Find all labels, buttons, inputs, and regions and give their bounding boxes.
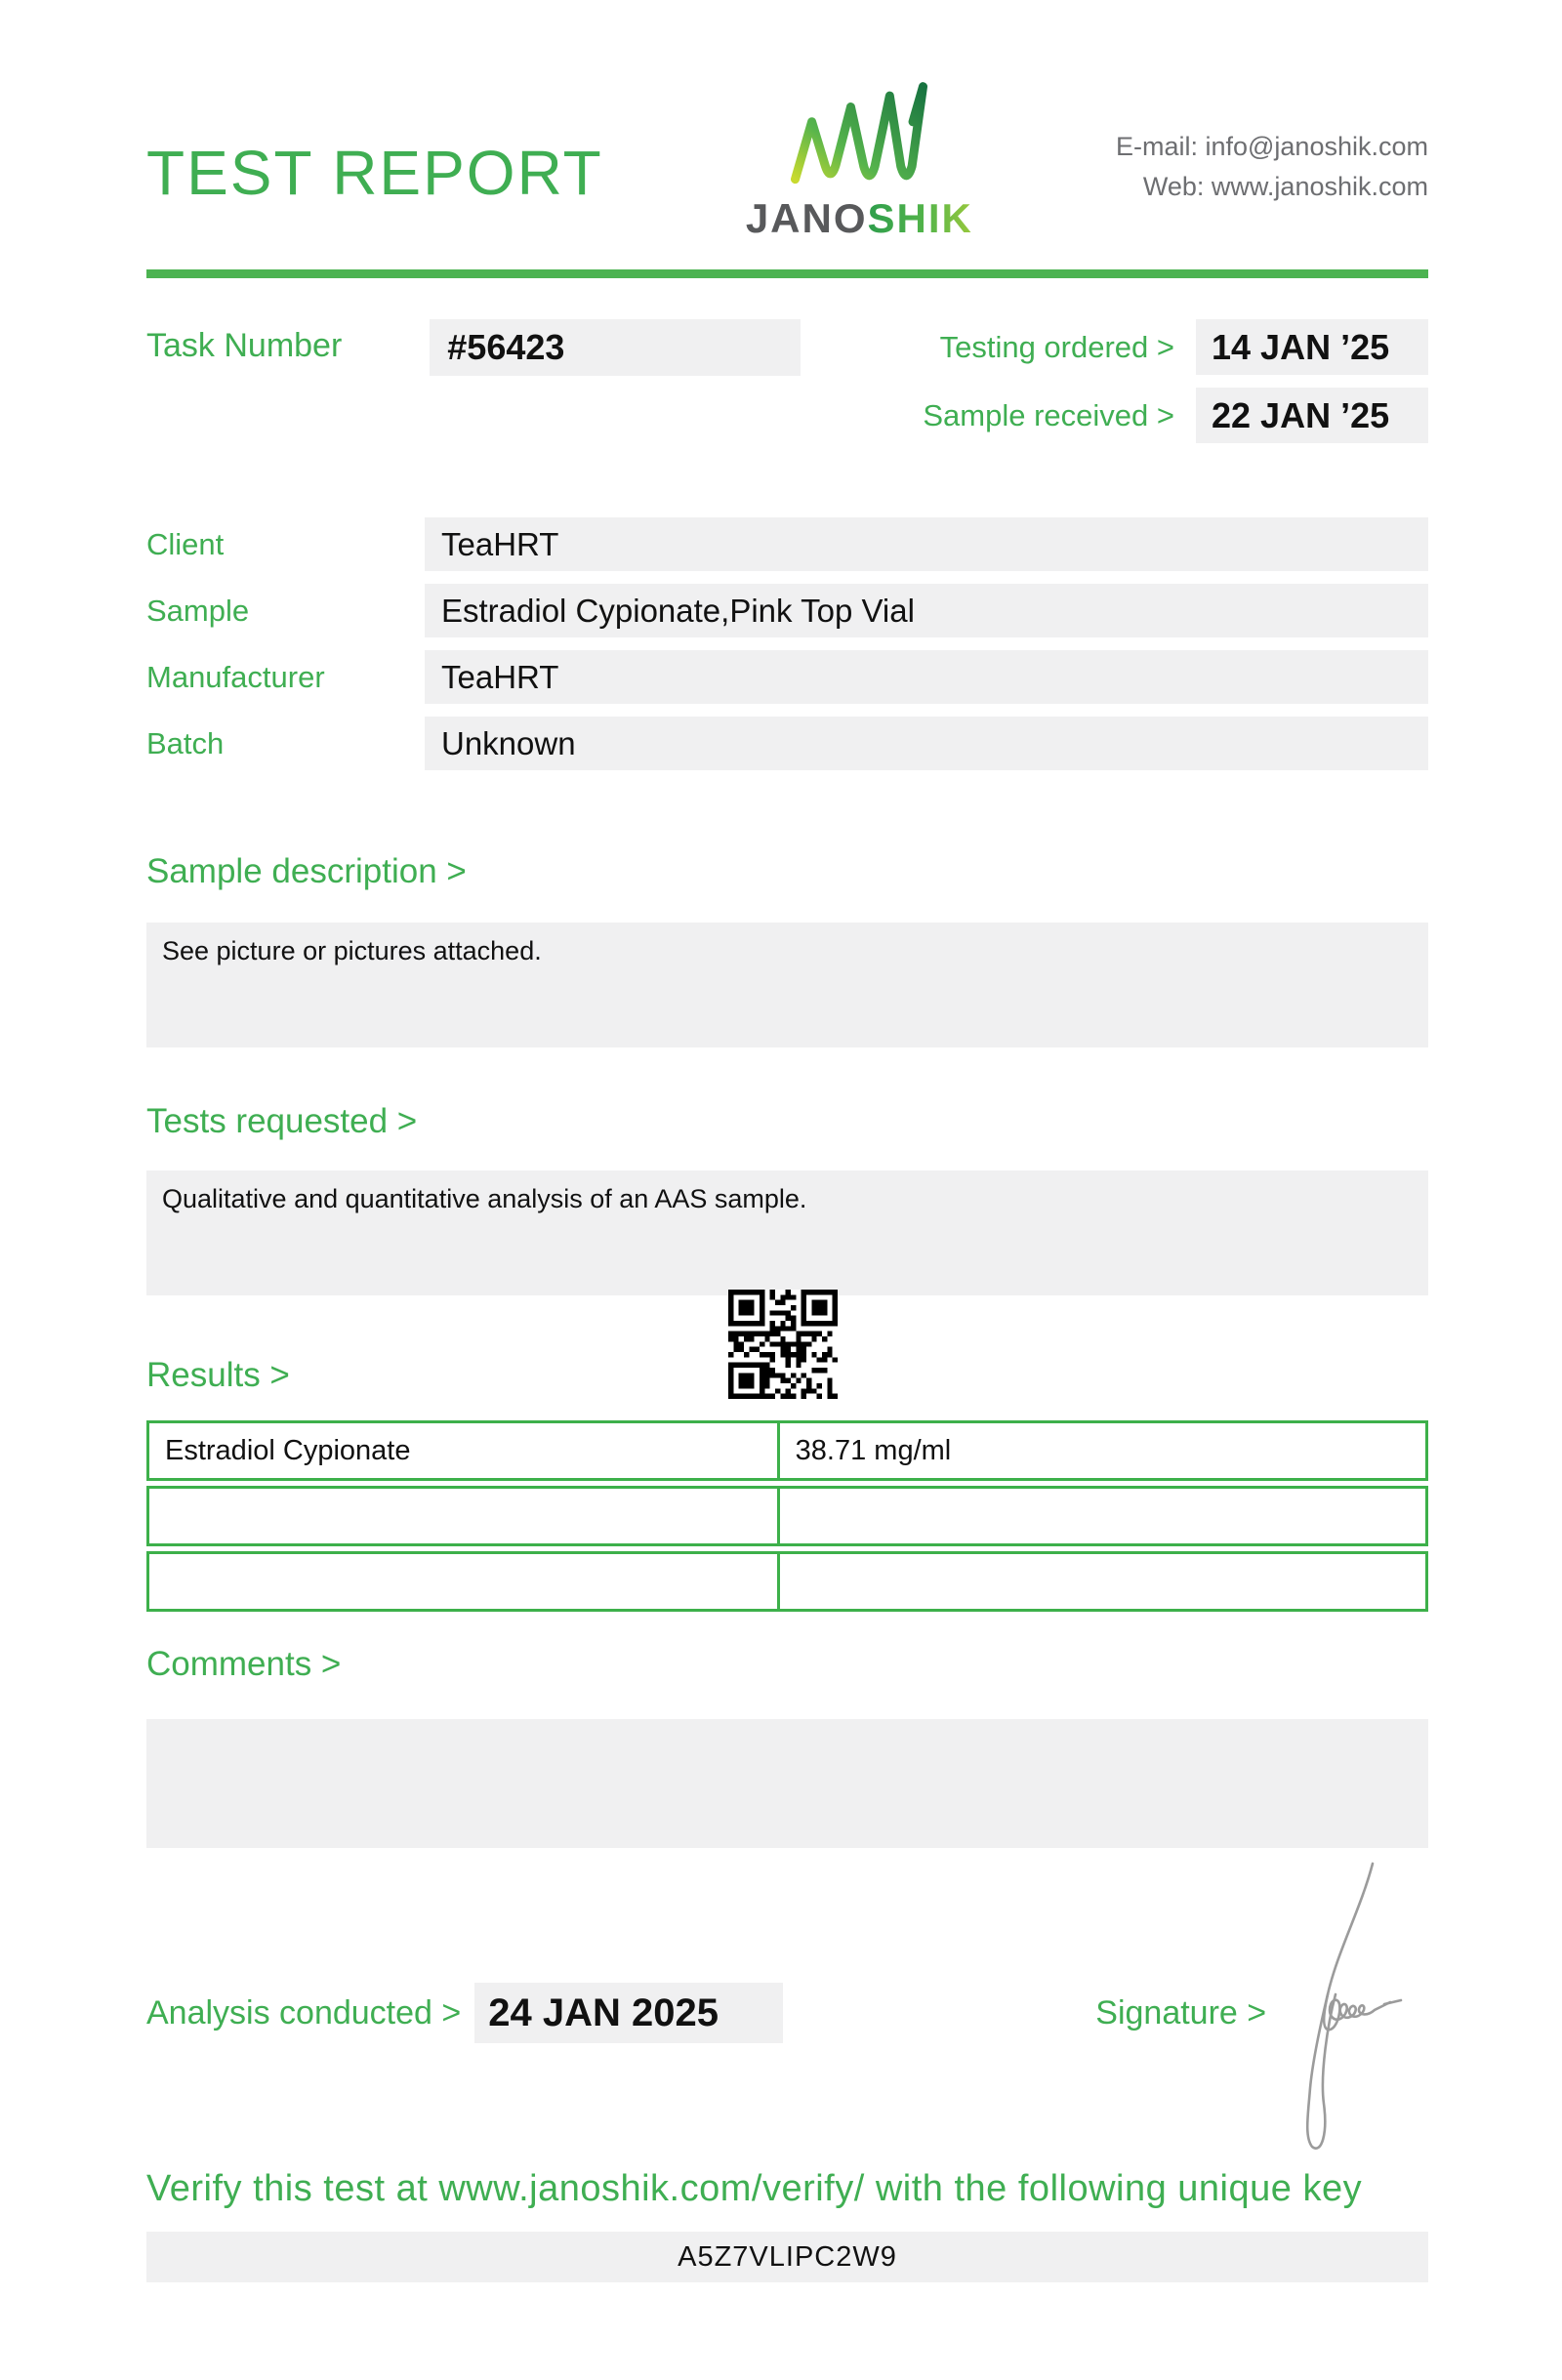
sample-received-value: 22 JAN ’25 bbox=[1196, 388, 1428, 443]
manufacturer-value: TeaHRT bbox=[425, 650, 1428, 704]
table-row bbox=[146, 1486, 1428, 1546]
test-report-page bbox=[0, 76, 1562, 2282]
results-heading: Results > bbox=[146, 1356, 290, 1394]
signature-icon bbox=[1289, 1858, 1411, 2160]
result-substance: Estradiol Cypionate bbox=[149, 1423, 780, 1478]
analysis-conducted-label: Analysis conducted > bbox=[146, 1993, 462, 2031]
sample-info-section bbox=[146, 517, 1428, 770]
page-title: TEST REPORT bbox=[146, 138, 603, 208]
verify-instruction: Verify this test at www.janoshik.com/verify/ with the following unique key bbox=[146, 2168, 1363, 2209]
brand-wordmark-green: SHIK bbox=[867, 195, 973, 241]
signature-label: Signature > bbox=[1095, 1993, 1267, 2031]
tests-requested-panel: Qualitative and quantitative analysis of an AAS sample. bbox=[146, 1170, 1428, 1295]
table-row bbox=[146, 1551, 1428, 1612]
testing-ordered-row bbox=[923, 319, 1428, 375]
qr-code-icon bbox=[728, 1290, 838, 1399]
manufacturer-row bbox=[146, 650, 1428, 704]
task-section bbox=[146, 319, 1428, 443]
analysis-signature-row bbox=[146, 1983, 1428, 2043]
batch-row bbox=[146, 717, 1428, 770]
sample-row bbox=[146, 584, 1428, 637]
batch-label: Batch bbox=[146, 725, 225, 760]
result-substance bbox=[149, 1554, 780, 1609]
dates-column bbox=[923, 319, 1428, 443]
result-substance bbox=[149, 1489, 780, 1543]
sample-received-label: Sample received > bbox=[923, 397, 1174, 432]
table-row bbox=[146, 1420, 1428, 1481]
sample-received-row bbox=[923, 388, 1428, 443]
testing-ordered-label: Testing ordered > bbox=[939, 329, 1174, 364]
results-header bbox=[146, 1295, 1428, 1411]
manufacturer-label: Manufacturer bbox=[146, 659, 325, 694]
comments-panel bbox=[146, 1719, 1428, 1848]
sample-description-heading: Sample description > bbox=[146, 852, 467, 890]
batch-value: Unknown bbox=[425, 717, 1428, 770]
report-header bbox=[146, 76, 1428, 242]
testing-ordered-value: 14 JAN ’25 bbox=[1196, 319, 1428, 375]
contact-web: Web: www.janoshik.com bbox=[1142, 172, 1428, 201]
results-table bbox=[146, 1420, 1428, 1612]
contact-email: E-mail: info@janoshik.com bbox=[1115, 132, 1428, 161]
result-amount bbox=[780, 1554, 1425, 1609]
client-label: Client bbox=[146, 526, 225, 561]
brand-wordmark bbox=[746, 195, 973, 242]
chart-peaks-icon bbox=[786, 78, 932, 193]
sample-label: Sample bbox=[146, 593, 250, 628]
brand-wordmark-gray: JANO bbox=[745, 195, 868, 241]
task-number-label: Task Number bbox=[146, 327, 343, 364]
sample-value: Estradiol Cypionate,Pink Top Vial bbox=[425, 584, 1428, 637]
tests-requested-heading: Tests requested > bbox=[146, 1102, 418, 1140]
task-number-value: #56423 bbox=[430, 319, 801, 376]
brand-logo bbox=[603, 78, 1116, 242]
sample-description-panel: See picture or pictures attached. bbox=[146, 923, 1428, 1047]
header-divider bbox=[146, 269, 1428, 278]
client-value: TeaHRT bbox=[425, 517, 1428, 571]
contact-info bbox=[1116, 127, 1428, 207]
analysis-conducted-value: 24 JAN 2025 bbox=[474, 1983, 783, 2043]
verify-key: A5Z7VLIPC2W9 bbox=[146, 2232, 1428, 2282]
task-number-row bbox=[146, 319, 801, 443]
result-amount bbox=[780, 1489, 1425, 1543]
client-row bbox=[146, 517, 1428, 571]
result-amount: 38.71 mg/ml bbox=[795, 1434, 952, 1466]
comments-heading: Comments > bbox=[146, 1645, 342, 1683]
